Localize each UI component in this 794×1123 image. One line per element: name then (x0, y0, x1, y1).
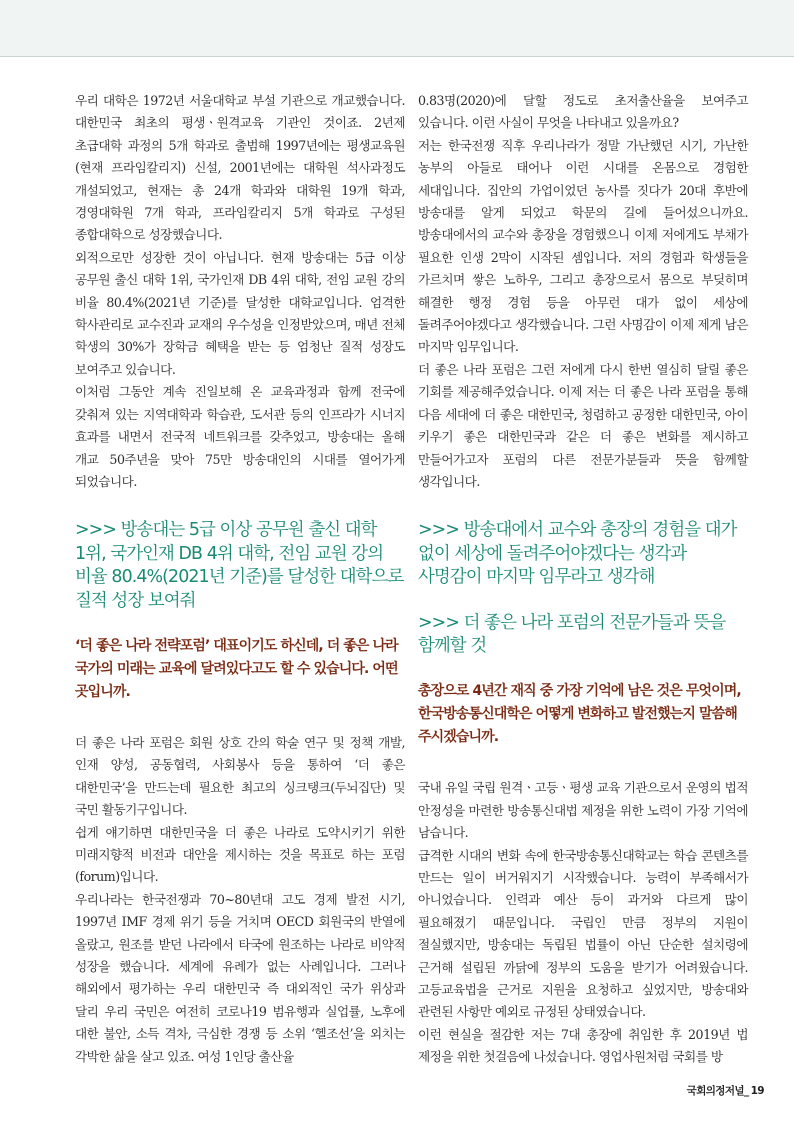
paragraph: 저는 한국전쟁 직후 우리나라가 정말 가난했던 시기, 가난한 농부의 아들로 태어나 이런 시대를 온몸으로 경험한 세대입니다. 집안의 가업이었던 농사를 짓다가 20대 후반에 방송대를 알게 되었고 학문의 길에 들어섰으니까요. 방송대에서의 교수와 총장을 경험했으니 이제 저에게도 부채가 필요한 인생 2막이 시작된 셈입니다. 저의 경험과 학생들을 가르치며 쌓은 노하우, 그리고 총장으로서 몸으로 부딪히며 해결한 행정 경험 등을 아무런 대가 없이 세상에 돌려주어야겠다고 생각했습니다. 그런 사명감이 이제 제게 남은 마지막 임무입니다. (418, 137, 748, 355)
page-number: 19 (750, 1085, 764, 1097)
page-footer (687, 1083, 764, 1098)
header-band (0, 0, 794, 57)
right-column (418, 90, 748, 1069)
pull-quote: >>> 방송대는 5급 이상 공무원 출신 대학 1위, 국가인재 DB 4위 대학, 전임 교원 강의 비율 80.4%(2021년 기준)를 달성한 대학으로 질적 성장 보여줘 (75, 520, 404, 611)
paragraph: 급격한 시대의 변화 속에 한국방송통신대학교는 학습 콘텐츠를 만드는 일이 버거워지기 시작했습니다. 능력이 부족해서가 아니었습니다. 인력과 예산 등이 과거와 다르게 많이 필요해졌기 때문입니다. 국립인 만큼 정부의 지원이 절실했지만, 방송대는 독립된 법률이 아닌 단순한 설치령에 근거해 설립된 까닭에 정부의 도움을 받기가 어려웠습니다. 고등교육법을 근거로 지원을 요청하고 싶었지만, 방송대와 관련된 사항만 예외로 규정된 상태였습니다. (418, 847, 748, 1020)
pull-quote: >>> 방송대에서 교수와 총장의 경험을 대가 없이 세상에 돌려주어야겠다는 생각과 사명감이 마지막 임무라고 생각해 (418, 520, 737, 588)
pull-quote: >>> 더 좋은 나라 포럼의 전문가들과 뜻을 함께할 것 (418, 612, 726, 656)
paragraph: 이처럼 그동안 계속 진일보해 온 교육과정과 함께 전국에 갖춰져 있는 지역대학과 학습관, 도서관 등의 인프라가 시너지 효과를 내면서 전국적 네트워크를 갖추었고, 방송대는 올해 개교 50주년을 맞아 75만 방송대인의 시대를 열어가게 되었습니다. (75, 384, 405, 489)
paragraph: 이런 현실을 절감한 저는 7대 총장에 취임한 후 2019년 법 제정을 위한 첫걸음에 나섰습니다. 영업사원처럼 국회를 방 (418, 1026, 748, 1065)
paragraph: 0.83명(2020)에 달할 정도로 초저출산율을 보여주고 있습니다. 이런 사실이 무엇을 나타내고 있을까요? (418, 93, 748, 131)
paragraph: 쉽게 얘기하면 대한민국을 더 좋은 나라로 도약시키기 위한 미래지향적 비전과 대안을 제시하는 것을 목표로 하는 포럼(forum)입니다. (75, 824, 405, 885)
magazine-name: 국회의정저널_ (686, 1085, 749, 1097)
paragraph: 더 좋은 나라 포럼은 그런 저에게 다시 한번 열심히 달릴 좋은 기회를 제공해주었습니다. 이제 저는 더 좋은 나라 포럼을 통해 다음 세대에 더 좋은 대한민국, 청렴하고 공정한 대한민국, 아이 키우기 좋은 대한민국과 같은 더 좋은 변화를 제시하고 만들어가고자 포럼의 다른 전문가분들과 뜻을 함께할 생각입니다. (418, 361, 748, 489)
paragraph: 우리나라는 한국전쟁과 70~80년대 고도 경제 발전 시기, 1997년 IMF 경제 위기 등을 거치며 OECD 회원국의 반열에 올랐고, 원조를 받던 나라에서 타국에 원조하는 나라로 비약적 성장을 했습니다. 세계에 유례가 없는 사례입니다. 그러나 해외에서 평가하는 우리 대한민국 즉 대외적인 국가 위상과 달리 우리 국민은 여전히 코로나19 범유행과 실업률, 노후에 대한 불안, 소득 격차, 극심한 경쟁 등 소위 ‘헬조선’을 외치는 각박한 삶을 살고 있죠. 여성 1인당 출산율 (75, 891, 405, 1064)
paragraph: 국내 유일 국립 원격ㆍ고등ㆍ평생 교육 기관으로서 운영의 법적 안정성을 마련한 방송통신대법 제정을 위한 노력이 가장 기억에 남습니다. (418, 780, 748, 841)
interview-question: 총장으로 4년간 재직 중 가장 기억에 남은 것은 무엇이며, 한국방송통신대학은 어떻게 변화하고 발전했는지 말씀해 주시겠습니까. (418, 683, 741, 746)
paragraph: 우리 대학은 1972년 서울대학교 부설 기관으로 개교했습니다. 대한민국 최초의 평생ㆍ원격교육 기관인 것이죠. 2년제 초급대학 과정의 5개 학과로 출범해 1997년에는 평생교육원(현재 프라임칼리지) 신설, 2001년에는 대학원 석사과정도 개설되었고, 현재는 총 24개 학과와 대학원 19개 학과, 경영대학원 7개 학과, 프라임칼리지 5개 학과로 구성된 종합대학으로 성장했습니다. (75, 93, 405, 243)
paragraph: 더 좋은 나라 포럼은 회원 상호 간의 학술 연구 및 정책 개발, 인재 양성, 공동협력, 사회봉사 등을 통하여 ‘더 좋은 대한민국’을 만드는데 필요한 최고의 싱크탱크(두뇌집단) 및 국민 활동기구입니다. (75, 734, 405, 818)
left-column (75, 90, 405, 1068)
interview-question: ‘더 좋은 나라 전략포럼’ 대표이기도 하신데, 더 좋은 나라 국가의 미래는 교육에 달려있다고도 할 수 있습니다. 어떤 곳입니까. (75, 637, 398, 700)
paragraph: 외적으로만 성장한 것이 아닙니다. 현재 방송대는 5급 이상 공무원 출신 대학 1위, 국가인재 DB 4위 대학, 전임 교원 강의 비율 80.4%(2021년 기준)를 달성한 대학교입니다. 엄격한 학사관리로 교수진과 교재의 우수성을 인정받았으며, 매년 전체 학생의 30%가 장학금 혜택을 받는 등 엄청난 질적 성장도 보여주고 있습니다. (75, 249, 405, 377)
